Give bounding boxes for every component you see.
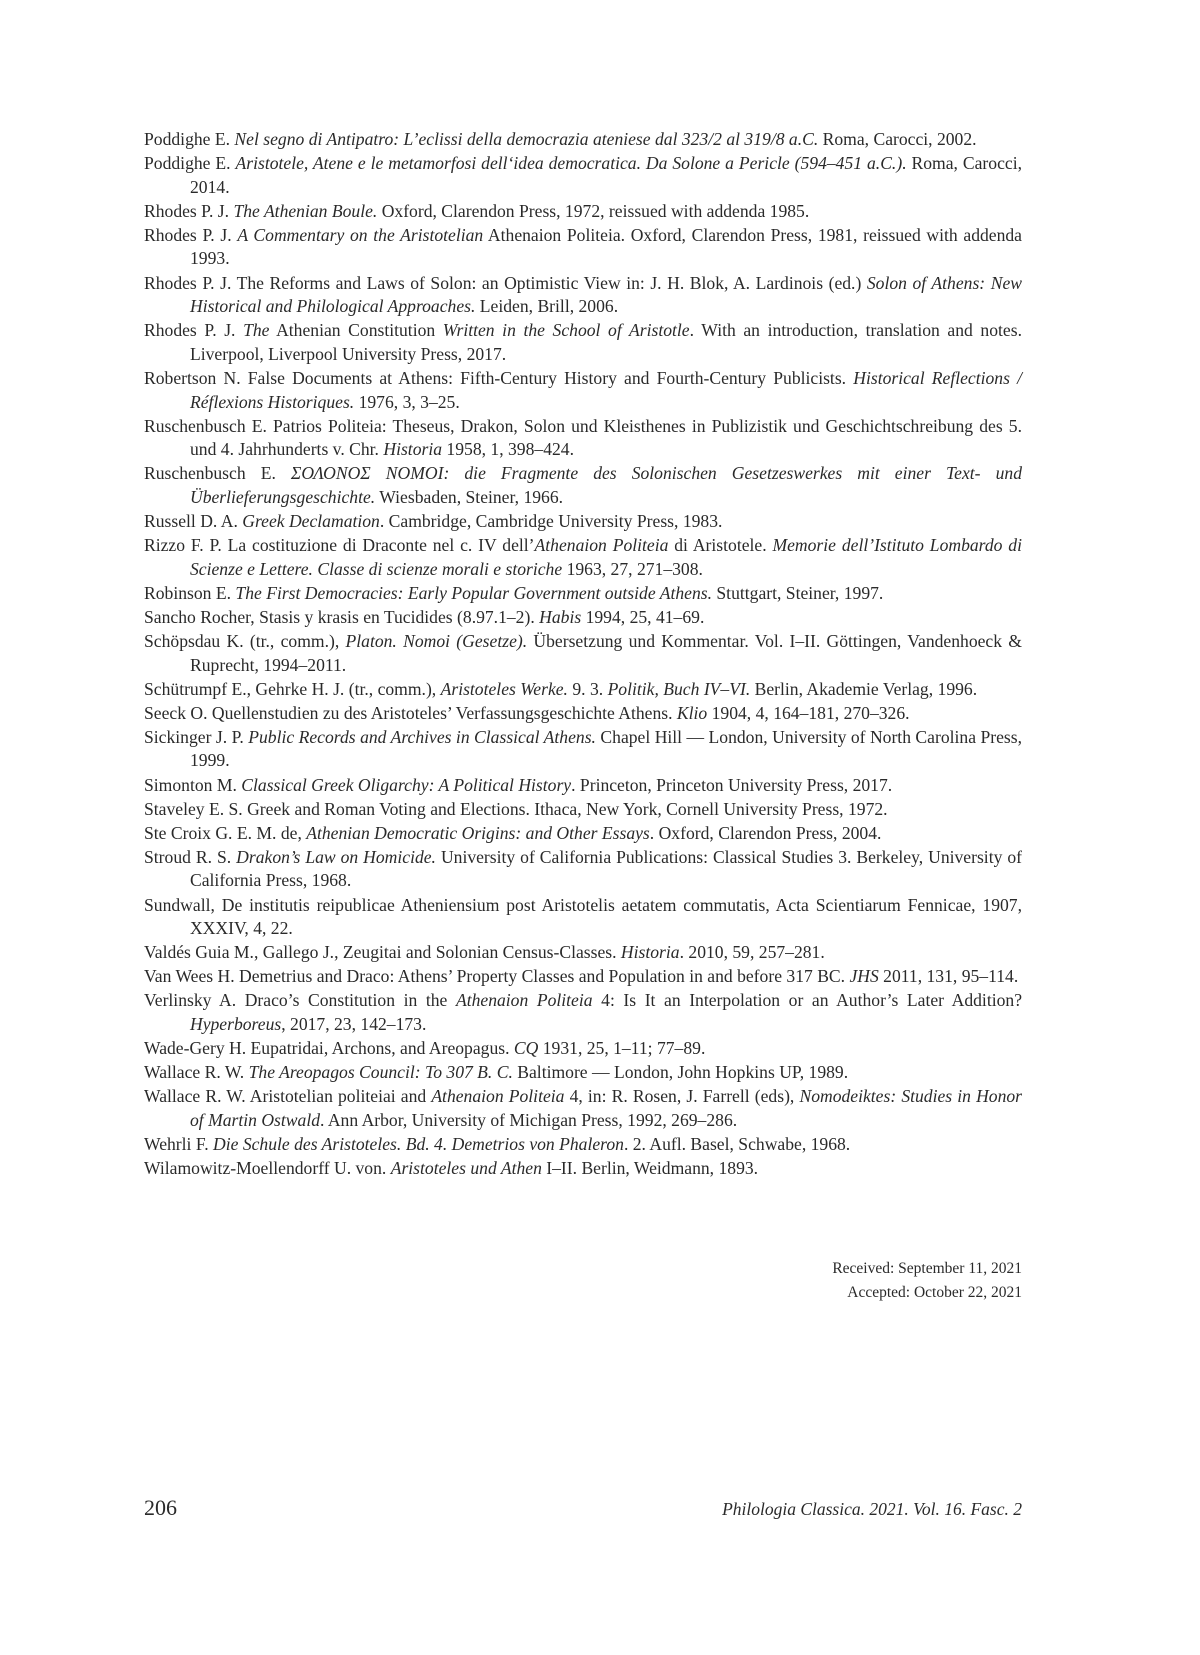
- reference-title-italic: ΣΟΛΟΝΟΣ ΝΟΜΟΙ: die Fragmente des Solonischen Gesetzeswerkes mit einer Text- und Überlieferungsgeschichte.: [190, 463, 1022, 507]
- reference-title-italic: Written in the School of Aristotle: [442, 320, 690, 341]
- reference-text: Rhodes P. J. The Reforms and Laws of Solon: an Optimistic View in: J. H. Blok, A. Lardinois (ed.): [144, 272, 867, 293]
- reference-title-italic: Greek Declamation: [242, 511, 380, 531]
- reference-text: Wiesbaden, Steiner, 1966.: [375, 486, 564, 507]
- reference-entry: [144, 678, 1022, 702]
- reference-text: Simonton M.: [144, 774, 242, 795]
- journal-running-footer: Philologia Classica. 2021. Vol. 16. Fasc. 2: [722, 1499, 1022, 1519]
- reference-text: . Oxford, Clarendon Press, 2004.: [649, 822, 882, 843]
- reference-text: Rhodes P. J.: [144, 224, 238, 245]
- reference-entry: [144, 1061, 1022, 1085]
- reference-text: 9. 3.: [567, 678, 608, 699]
- reference-title-italic: Nomodeiktes: Studies in Honor of Martin Ostwald: [190, 1086, 1023, 1130]
- reference-text: Valdés Guia M., Gallego J., Zeugitai and Solonian Census-Classes.: [144, 942, 621, 963]
- reference-text: Russell D. A.: [144, 511, 243, 531]
- reference-text: Ste Croix G. E. M. de,: [144, 822, 307, 843]
- reference-title-italic: Klio: [676, 702, 708, 723]
- reference-text: Wallace R. W. Aristotelian politeiai and: [144, 1086, 432, 1107]
- reference-entry: [144, 606, 1022, 630]
- reference-text: 4: Is It an Interpolation or an Author’s Later Addition?: [592, 990, 1023, 1011]
- reference-text: Roma, Carocci, 2014.: [190, 153, 1022, 197]
- reference-entry: [144, 367, 1022, 414]
- reference-text: Verlinsky A. Draco’s Constitution in the: [144, 990, 456, 1011]
- reference-title-italic: Platon. Nomoi (Gesetze).: [345, 630, 528, 651]
- reference-text: Übersetzung und Kommentar. Vol. I–II. Göttingen, Vandenhoeck & Ruprecht, 1994–2011.: [190, 630, 1022, 675]
- reference-entry: [144, 272, 1022, 319]
- reference-entry: [144, 128, 1022, 152]
- reference-text: Berlin, Akademie Verlag, 1996.: [750, 678, 978, 699]
- reference-text: . Cambridge, Cambridge University Press, 1983.: [379, 511, 723, 531]
- reference-text: 1958, 1, 398–424.: [442, 439, 574, 460]
- reference-entry: [144, 582, 1022, 606]
- reference-text: Robinson E.: [144, 582, 236, 603]
- reference-text: . 2010, 59, 257–281.: [679, 942, 825, 963]
- reference-entry: [144, 726, 1022, 773]
- reference-text: Leiden, Brill, 2006.: [475, 296, 619, 317]
- reference-title-italic: Historia: [620, 942, 680, 963]
- reference-text: 1931, 25, 1–11; 77–89.: [538, 1038, 706, 1059]
- reference-text: Robertson N. False Documents at Athens: Fifth-Century History and Fourth-Century Publicists.: [144, 367, 854, 388]
- reference-title-italic: The Athenian Boule.: [233, 200, 378, 221]
- reference-text: Oxford, Clarendon Press, 1972, reissued with addenda 1985.: [377, 200, 810, 221]
- reference-entry: [144, 200, 1022, 224]
- reference-title-italic: Habis: [539, 606, 582, 627]
- reference-text: . 2. Aufl. Basel, Schwabe, 1968.: [623, 1133, 851, 1154]
- reference-text: Wehrli F.: [144, 1133, 214, 1154]
- reference-text: Staveley E. S. Greek and Roman Voting and Elections. Ithaca, New York, Cornell University Press, 1972.: [144, 798, 888, 819]
- reference-title-italic: The: [243, 320, 270, 341]
- reference-text: Sickinger J. P.: [144, 726, 249, 747]
- reference-text: Roma, Carocci, 2002.: [818, 129, 977, 149]
- reference-title-italic: Aristotele, Atene e le metamorfosi dell‘idea democratica. Da Solone a Pericle (594–451 a.C.).: [235, 153, 907, 174]
- reference-text: Van Wees H. Demetrius and Draco: Athens’ Property Classes and Population in and before 317 BC.: [144, 966, 850, 987]
- reference-text: 1904, 4, 164–181, 270–326.: [707, 702, 910, 723]
- reference-entry: [144, 224, 1022, 271]
- reference-text: I–II. Berlin, Weidmann, 1893.: [541, 1158, 759, 1179]
- reference-text: 1994, 25, 41–69.: [581, 606, 705, 627]
- reference-title-italic: Aristoteles und Athen: [390, 1158, 542, 1179]
- reference-entry: [144, 415, 1022, 462]
- reference-text: Seeck O. Quellenstudien zu des Aristoteles’ Verfassungsgeschichte Athens.: [144, 702, 677, 723]
- reference-text: Schütrumpf E., Gehrke H. J. (tr., comm.),: [144, 678, 441, 699]
- reference-title-italic: JHS: [849, 966, 879, 987]
- reference-title-italic: Solon of Athens: New Historical and Philological Approaches.: [190, 272, 1022, 317]
- accepted-date: Accepted: October 22, 2021: [847, 1284, 1022, 1301]
- reference-entry: [144, 989, 1022, 1036]
- submission-dates: [832, 1257, 1022, 1305]
- reference-text: University of California Publications: Classical Studies 3. Berkeley, University of California Press, 1968.: [190, 846, 1023, 891]
- reference-title-italic: Aristoteles Werke.: [440, 678, 568, 699]
- reference-text: Baltimore — London, John Hopkins UP, 1989.: [512, 1062, 849, 1083]
- reference-text: 2011, 131, 95–114.: [878, 966, 1019, 987]
- reference-title-italic: Historia: [383, 439, 443, 460]
- reference-text: Ruschenbusch E. Patrios Politeia: Theseus, Drakon, Solon und Kleisthenes in Publizistik und Geschichtschreibung des 5. und 4. Jahrhunderts v. Chr.: [144, 415, 1022, 460]
- reference-text: . Princeton, Princeton University Press, 2017.: [571, 774, 893, 795]
- reference-text: Chapel Hill — London, University of North Carolina Press, 1999.: [190, 726, 1023, 771]
- reference-entry: [144, 510, 1022, 534]
- reference-entry: [144, 941, 1022, 965]
- reference-text: . Ann Arbor, University of Michigan Press, 1992, 269–286.: [320, 1109, 738, 1130]
- reference-title-italic: Athenaion Politeia: [455, 990, 593, 1011]
- reference-title-italic: Die Schule des Aristoteles. Bd. 4. Demetrios von Phaleron: [213, 1133, 624, 1154]
- reference-title-italic: The Areopagos Council: To 307 B. C.: [248, 1062, 513, 1083]
- reference-entry: [144, 462, 1022, 509]
- reference-text: Poddighe E.: [144, 129, 235, 149]
- reference-entry: [144, 702, 1022, 726]
- reference-entry: [144, 798, 1022, 822]
- reference-entry: [144, 1133, 1022, 1157]
- reference-entry: [144, 846, 1022, 893]
- received-date: Received: September 11, 2021: [832, 1260, 1022, 1277]
- reference-entry: [144, 1085, 1022, 1132]
- reference-title-italic: A Commentary on the Aristotelian: [237, 224, 484, 245]
- reference-text: Stuttgart, Steiner, 1997.: [712, 582, 884, 603]
- reference-entry: [144, 152, 1022, 199]
- reference-text: Schöpsdau K. (tr., comm.),: [144, 630, 346, 651]
- reference-entry: [144, 630, 1022, 677]
- reference-title-italic: Hyperboreus: [190, 1013, 282, 1034]
- reference-text: Wilamowitz-Moellendorff U. von.: [144, 1158, 391, 1179]
- reference-text: 1963, 27, 271–308.: [562, 558, 703, 579]
- reference-entry: [144, 774, 1022, 798]
- reference-title-italic: Athenaion Politeia: [534, 535, 669, 556]
- reference-title-italic: Athenian Democratic Origins: and Other Essays: [306, 822, 650, 843]
- reference-title-italic: Public Records and Archives in Classical Athens.: [248, 726, 596, 747]
- reference-entry: [144, 822, 1022, 846]
- reference-title-italic: Athenaion Politeia: [431, 1086, 565, 1107]
- page-number: 206: [144, 1495, 177, 1520]
- reference-text: Athenian Constitution: [269, 320, 443, 341]
- reference-text: , 2017, 23, 142–173.: [281, 1013, 427, 1034]
- reference-title-italic: Politik, Buch IV–VI.: [607, 678, 751, 699]
- reference-text: Poddighe E.: [144, 153, 236, 174]
- reference-entry: [144, 1157, 1022, 1181]
- reference-text: Athenaion Politeia. Oxford, Clarendon Press, 1981, reissued with addenda 1993.: [190, 224, 1022, 269]
- reference-entry: [144, 894, 1022, 941]
- reference-text: Sancho Rocher, Stasis y krasis en Tucidides (8.97.1–2).: [144, 606, 540, 627]
- reference-text: Rhodes P. J.: [144, 200, 234, 221]
- reference-text: Rizzo F. P. La costituzione di Draconte nel c. IV dell’: [144, 535, 535, 556]
- reference-text: Stroud R. S.: [144, 846, 237, 867]
- reference-text: 4, in: R. Rosen, J. Farrell (eds),: [564, 1086, 800, 1107]
- reference-title-italic: Classical Greek Oligarchy: A Political History: [241, 774, 572, 795]
- reference-text: 1976, 3, 3–25.: [354, 391, 460, 412]
- reference-text: Wallace R. W.: [144, 1062, 249, 1083]
- reference-text: Sundwall, De institutis reipublicae Atheniensium post Aristotelis aetatem commutatis, Acta Scientiarum Fennicae, 1907, XXXIV, 4, 22.: [144, 894, 1022, 939]
- reference-title-italic: The First Democracies: Early Popular Government outside Athens.: [235, 582, 712, 603]
- reference-text: . With an introduction, translation and notes. Liverpool, Liverpool University Press, 2017.: [190, 320, 1022, 364]
- reference-title-italic: Drakon’s Law on Homicide.: [236, 846, 436, 867]
- reference-entry: [144, 965, 1022, 989]
- reference-text: Rhodes P. J.: [144, 320, 244, 341]
- reference-title-italic: Historical Reflections / Réflexions Historiques.: [190, 367, 1022, 412]
- reference-title-italic: Nel segno di Antipatro: L’eclissi della democrazia ateniese dal 323/2 al 319/8 a.C.: [234, 129, 819, 149]
- reference-title-italic: CQ: [513, 1038, 539, 1059]
- reference-text: di Aristotele.: [668, 535, 773, 556]
- reference-text: Ruschenbusch E.: [144, 463, 291, 484]
- bibliography-list: [144, 128, 1022, 1181]
- reference-title-italic: Memorie dell’Istituto Lombardo di Scienze e Lettere. Classe di scienze morali e storiche: [190, 535, 1022, 579]
- reference-entry: [144, 319, 1022, 366]
- reference-text: Wade-Gery H. Eupatridai, Archons, and Areopagus.: [144, 1038, 514, 1059]
- reference-entry: [144, 534, 1022, 581]
- reference-entry: [144, 1037, 1022, 1061]
